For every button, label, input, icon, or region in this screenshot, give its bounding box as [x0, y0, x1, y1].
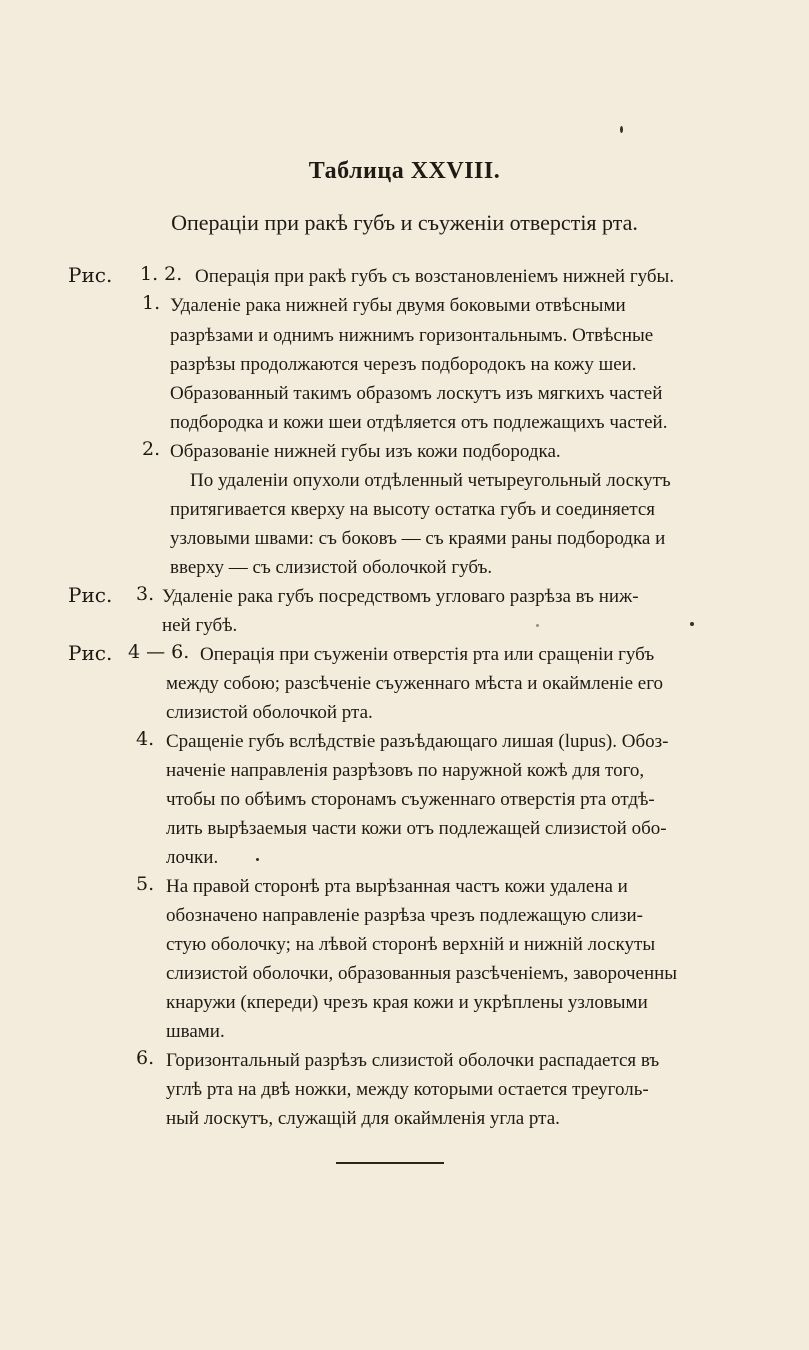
text-line: На правой сторонѣ рта вырѣзанная частъ кожи удалена и: [166, 876, 628, 897]
text-line: Образованіе нижней губы изъ кожи подбородка.: [170, 441, 561, 462]
item-number: 4.: [136, 728, 155, 750]
text-line: ный лоскутъ, служащій для окаймленія угла рта.: [166, 1108, 560, 1129]
page-subtitle: Операціи при ракѣ губъ и съуженіи отверстія рта.: [171, 210, 638, 235]
figure-label: Рис.: [68, 583, 113, 607]
item-number: 2.: [142, 438, 161, 460]
text-line: ней губѣ.: [162, 615, 238, 636]
text-line: Удаленіе рака губъ посредствомъ угловаго разрѣза въ ниж-: [162, 586, 639, 607]
text-line: разрѣзами и однимъ нижнимъ горизонтальнымъ. Отвѣсные: [170, 325, 654, 346]
text-line: Образованный такимъ образомъ лоскутъ изъ мягкихъ частей: [170, 383, 663, 404]
text-line: швами.: [166, 1021, 225, 1042]
text-line: наченіе направленія разрѣзовъ по наружной кожѣ для того,: [166, 760, 645, 781]
text-line: Удаленіе рака нижней губы двумя боковыми отвѣсными: [170, 295, 626, 316]
text-line: разрѣзы продолжаются черезъ подбородокъ на кожу шеи.: [170, 354, 637, 375]
figure-number: 3.: [136, 583, 155, 605]
text-line: Горизонтальный разрѣзъ слизистой оболочки распадается въ: [166, 1050, 660, 1071]
text-line: лочки.: [166, 847, 219, 868]
text-line: чтобы по обѣимъ сторонамъ съуженнаго отверстія рта отдѣ-: [166, 789, 655, 810]
figure-number: 4 — 6.: [128, 641, 190, 663]
item-number: 5.: [136, 873, 155, 895]
ink-speck: [620, 126, 623, 133]
figure-label: Рис.: [68, 641, 113, 665]
text-line: притягивается кверху на высоту остатка губъ и соединяется: [170, 499, 656, 520]
text-line: подбородка и кожи шеи отдѣляется отъ подлежащихъ частей.: [170, 412, 668, 433]
text-line: слизистой оболочкой рта.: [166, 702, 373, 723]
ink-speck: [256, 858, 259, 861]
page-title: Таблица XXVIII.: [308, 158, 501, 184]
text-line: стую оболочку; на лѣвой сторонѣ верхній и нижній лоскуты: [166, 934, 656, 955]
text-line: обозначено направленіе разрѣза чрезъ подлежащую слизи-: [166, 905, 643, 926]
figure-number: 1. 2.: [140, 263, 183, 285]
text-line: узловыми швами: съ боковъ — съ краями раны подбородка и: [170, 528, 666, 549]
text-line: вверху — съ слизистой оболочкой губъ.: [170, 557, 493, 578]
text-line: между собою; разсѣченіе съуженнаго мѣста и окаймленіе его: [166, 673, 664, 694]
text-line: кнаружи (кпереди) чрезъ края кожи и укрѣплены узловыми: [166, 992, 648, 1013]
section-divider: [336, 1162, 444, 1164]
ink-speck: [690, 622, 694, 626]
ink-speck: [536, 624, 539, 627]
text-line: По удаленіи опухоли отдѣленный четыреугольный лоскутъ: [190, 470, 671, 491]
item-number: 6.: [136, 1047, 155, 1069]
text-line: Операція при ракѣ губъ съ возстановленіемъ нижней губы.: [195, 266, 675, 287]
text-line: Сращеніе губъ вслѣдствіе разъѣдающаго лишая (lupus). Обоз-: [166, 731, 669, 752]
text-line: углѣ рта на двѣ ножки, между которыми остается треуголь-: [166, 1079, 649, 1100]
text-line: лить вырѣзаемыя части кожи отъ подлежащей слизистой обо-: [166, 818, 667, 839]
item-number: 1.: [142, 292, 161, 314]
figure-label: Рис.: [68, 263, 113, 287]
text-line: слизистой оболочки, образованныя разсѣченіемъ, завороченны: [166, 963, 678, 984]
text-line: Операція при съуженіи отверстія рта или сращеніи губъ: [200, 644, 655, 665]
